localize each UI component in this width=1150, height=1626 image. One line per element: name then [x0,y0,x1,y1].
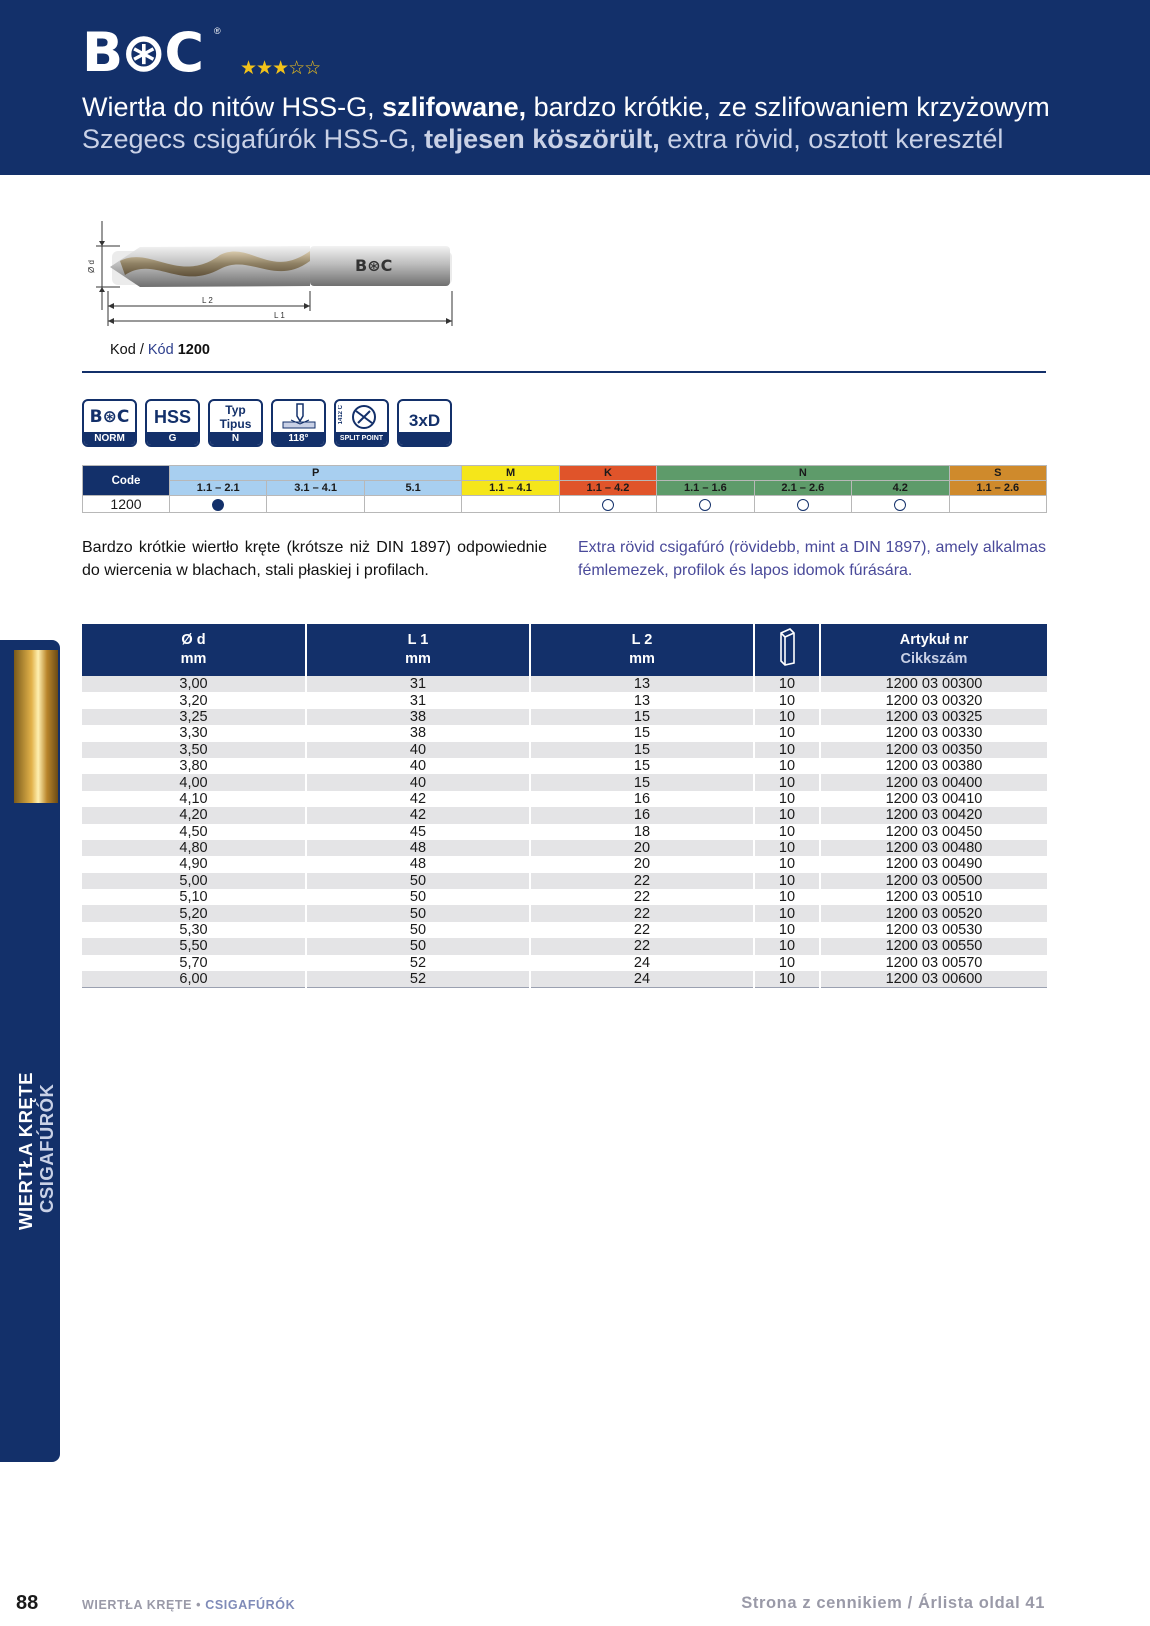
title-pl-bold: szlifowane, [382,92,527,122]
cell-pack-qty: 10 [754,791,820,807]
col-l1 [306,624,530,676]
primary-use-dot [170,496,267,513]
title-polish [82,92,1050,123]
secondary-use [559,496,656,513]
header-banner [0,0,1150,175]
cell-article-nr: 1200 03 00350 [820,742,1047,758]
header-text: L 1 [407,632,429,648]
table-row [82,824,1047,840]
cell-l1: 38 [306,709,530,725]
n-range: 1.1 – 1.6 [657,481,754,496]
cell-article-nr: 1200 03 00480 [820,840,1047,856]
col-pack-qty [754,624,820,676]
cell-article-nr: 1200 03 00500 [820,873,1047,889]
code-label-hu: Kód [147,342,174,358]
cell-article-nr: 1200 03 00550 [820,938,1047,954]
badge-top: 1412 C [338,405,344,425]
dim-l2-label: L 2 [202,296,213,305]
cell-l2: 20 [530,856,754,872]
badge-top: Typ Tipus [219,403,252,431]
badge-top: 3xD [408,411,441,430]
cell-diameter: 5,20 [82,905,306,921]
badge-bottom: 118° [273,432,324,445]
cell-diameter: 6,00 [82,971,306,988]
cell-l1: 31 [306,692,530,708]
cell-article-nr: 1200 03 00520 [820,905,1047,921]
cell-pack-qty: 10 [754,676,820,692]
description-hungarian: Extra rövid csigafúró (rövidebb, mint a DIN 1897), amely alkalmas fémlemezek, profilok és lapos idomok fúrására. [578,539,1046,579]
cell-l2: 15 [530,709,754,725]
table-row [82,955,1047,971]
badge-hss-g [145,399,200,447]
table-row [82,692,1047,708]
cell-pack-qty: 10 [754,807,820,823]
footer-section-hu: CSIGAFÚRÓK [205,1598,296,1612]
col-article-nr [820,624,1047,676]
logo-text: B⊛C [82,21,203,84]
cell-diameter: 5,00 [82,873,306,889]
cell-diameter: 5,10 [82,889,306,905]
cell-l2: 20 [530,840,754,856]
cell-l2: 22 [530,873,754,889]
cell-diameter: 3,80 [82,758,306,774]
table-row [82,873,1047,889]
cell-pack-qty: 10 [754,742,820,758]
cell-pack-qty: 10 [754,856,820,872]
badge-top: HSS [153,406,191,427]
cell-pack-qty: 10 [754,955,820,971]
empty-cell [462,496,559,513]
header-text: Ø d [181,632,206,648]
cell-article-nr: 1200 03 00490 [820,856,1047,872]
cell-article-nr: 1200 03 00450 [820,824,1047,840]
drill-point-icon [273,401,324,433]
empty-cell [267,496,364,513]
table-row [82,676,1047,692]
cell-article-nr: 1200 03 00420 [820,807,1047,823]
row-code: 1200 [83,496,170,513]
dim-l1-label: L 1 [274,311,285,320]
cell-l1: 50 [306,905,530,921]
material-suitability-table [82,465,1047,513]
s-range: 1.1 – 2.6 [949,481,1047,496]
table-row [82,889,1047,905]
table-row [82,856,1047,872]
badge-boc-norm [82,399,137,447]
cell-l1: 52 [306,971,530,988]
cell-l1: 40 [306,758,530,774]
product-table [82,624,1047,988]
n-range: 2.1 – 2.6 [754,481,851,496]
divider [82,371,1046,373]
cell-l2: 18 [530,824,754,840]
cell-pack-qty: 10 [754,692,820,708]
cell-diameter: 4,10 [82,791,306,807]
cell-l1: 45 [306,824,530,840]
cell-pack-qty: 10 [754,922,820,938]
cell-l1: 40 [306,774,530,790]
header-unit: mm [180,651,207,667]
cell-l1: 31 [306,676,530,692]
boc-logo [82,21,203,84]
k-range: 1.1 – 4.2 [559,481,656,496]
cell-l1: 42 [306,791,530,807]
badge-bottom: G [147,432,198,445]
empty-cell [364,496,461,513]
cell-article-nr: 1200 03 00325 [820,709,1047,725]
cell-l1: 50 [306,873,530,889]
cell-article-nr: 1200 03 00600 [820,971,1047,988]
table-row [82,922,1047,938]
cell-l1: 52 [306,955,530,971]
cell-diameter: 5,50 [82,938,306,954]
cell-pack-qty: 10 [754,758,820,774]
cell-diameter: 4,50 [82,824,306,840]
cell-diameter: 3,50 [82,742,306,758]
cell-diameter: 4,20 [82,807,306,823]
group-s: S [949,466,1047,481]
table-row [82,840,1047,856]
cell-article-nr: 1200 03 00320 [820,692,1047,708]
cell-l2: 22 [530,922,754,938]
cell-l2: 13 [530,692,754,708]
split-circle-icon [894,499,906,511]
code-header: Code [83,466,170,496]
table-row [82,938,1047,954]
cell-article-nr: 1200 03 00530 [820,922,1047,938]
table-row [82,742,1047,758]
title-pl-part: bardzo krótkie, ze szlifowaniem krzyżowym [526,92,1050,122]
col-l2 [530,624,754,676]
table-row [82,774,1047,790]
package-icon [776,627,798,667]
cell-pack-qty: 10 [754,725,820,741]
cell-diameter: 4,00 [82,774,306,790]
p-range: 1.1 – 2.1 [170,481,267,496]
table-body [82,676,1047,988]
table-row [82,758,1047,774]
secondary-use [657,496,754,513]
badge-bottom [399,432,450,445]
cell-pack-qty: 10 [754,971,820,988]
cell-article-nr: 1200 03 00570 [820,955,1047,971]
cell-l1: 48 [306,840,530,856]
cell-l1: 50 [306,938,530,954]
secondary-use [852,496,949,513]
badge-split-point [334,399,389,447]
dim-d-label: Ø d [87,260,96,273]
table-row [82,791,1047,807]
cell-pack-qty: 10 [754,709,820,725]
badge-bottom: N [210,432,261,445]
cell-l2: 15 [530,725,754,741]
cell-l2: 16 [530,807,754,823]
cell-pack-qty: 10 [754,824,820,840]
cell-article-nr: 1200 03 00330 [820,725,1047,741]
filled-circle-icon [212,499,224,511]
badge-type-n [208,399,263,447]
badge-3xd [397,399,452,447]
title-hungarian [82,124,1003,155]
cell-pack-qty: 10 [754,938,820,954]
cell-article-nr: 1200 03 00400 [820,774,1047,790]
cell-l2: 24 [530,955,754,971]
badge-top: B⊛C [89,407,130,427]
cell-l2: 16 [530,791,754,807]
footer-section-pl: WIERTŁA KRĘTE [82,1598,193,1612]
drill-thumbnail [14,650,58,803]
table-row [82,725,1047,741]
m-range: 1.1 – 4.1 [462,481,559,496]
cell-diameter: 3,20 [82,692,306,708]
split-circle-icon [699,499,711,511]
header-text: Artykuł nr [899,632,969,648]
side-label-pl: WIERTŁA KRĘTE [15,1072,36,1230]
split-point-icon [336,401,387,433]
stars-filled: ★★★ [240,58,289,79]
header-unit: mm [629,651,655,667]
registered-mark: ® [214,26,221,36]
cell-l2: 24 [530,971,754,988]
cell-l2: 15 [530,742,754,758]
group-k: K [559,466,656,481]
feature-badges [82,399,452,447]
description-polish: Bardzo krótkie wiertło kręte (krótsze niż DIN 1897) odpowiednie do wiercenia w blachach, stali płaskiej i profilach. [82,539,547,579]
header-unit: mm [405,651,431,667]
cell-l2: 22 [530,905,754,921]
title-hu-part: Szegecs csigafúrók HSS-G, [82,124,425,154]
footer-section [82,1598,295,1612]
cell-article-nr: 1200 03 00410 [820,791,1047,807]
split-circle-icon [797,499,809,511]
footer-separator: • [192,1598,206,1612]
title-hu-part: extra rövid, osztott keresztél [659,124,1004,154]
cell-l1: 50 [306,889,530,905]
cell-l2: 15 [530,774,754,790]
table-row [82,807,1047,823]
cell-l1: 42 [306,807,530,823]
cell-pack-qty: 10 [754,889,820,905]
cell-diameter: 4,90 [82,856,306,872]
table-row [82,905,1047,921]
badge-bottom: NORM [84,432,135,445]
cell-diameter: 5,70 [82,955,306,971]
cell-diameter: 3,30 [82,725,306,741]
price-list-reference: Strona z cennikiem / Árlista oldal 41 [741,1594,1045,1612]
code-label-pl: Kod / [110,342,148,358]
table-row [82,971,1047,988]
page-number: 88 [16,1592,39,1614]
title-hu-bold: teljesen köszörült, [424,124,660,154]
col-diameter [82,624,306,676]
cell-l2: 13 [530,676,754,692]
n-range: 4.2 [852,481,949,496]
empty-cell [949,496,1047,513]
cell-pack-qty: 10 [754,905,820,921]
shank-logo: B⊛C [355,256,393,275]
cell-diameter: 3,25 [82,709,306,725]
split-circle-icon [602,499,614,511]
product-code: 1200 [173,342,210,358]
group-m: M [462,466,559,481]
cell-l1: 48 [306,856,530,872]
cell-diameter: 5,30 [82,922,306,938]
drill-drawing [80,195,500,345]
cell-article-nr: 1200 03 00300 [820,676,1047,692]
cell-l1: 38 [306,725,530,741]
header-text: L 2 [631,632,653,648]
p-range: 3.1 – 4.1 [267,481,364,496]
cell-pack-qty: 10 [754,840,820,856]
cell-l1: 50 [306,922,530,938]
badge-point-angle [271,399,326,447]
cell-article-nr: 1200 03 00380 [820,758,1047,774]
group-n: N [657,466,949,481]
cell-article-nr: 1200 03 00510 [820,889,1047,905]
stars-empty: ☆☆ [288,58,321,79]
rating-stars [240,57,320,80]
cell-diameter: 4,80 [82,840,306,856]
product-code-line [110,342,210,358]
cell-diameter: 3,00 [82,676,306,692]
side-label-hu: CSIGAFÚRÓK [36,1083,57,1213]
cell-pack-qty: 10 [754,774,820,790]
badge-bottom: SPLIT POINT [336,432,387,445]
p-range: 5.1 [364,481,461,496]
cell-l2: 22 [530,938,754,954]
title-pl-part: Wiertła do nitów HSS-G, [82,92,383,122]
cell-l2: 22 [530,889,754,905]
secondary-use [754,496,851,513]
cell-l2: 15 [530,758,754,774]
header-text-hu: Cikkszám [900,651,968,667]
cell-l1: 40 [306,742,530,758]
table-row [82,709,1047,725]
group-p: P [170,466,462,481]
cell-pack-qty: 10 [754,873,820,889]
